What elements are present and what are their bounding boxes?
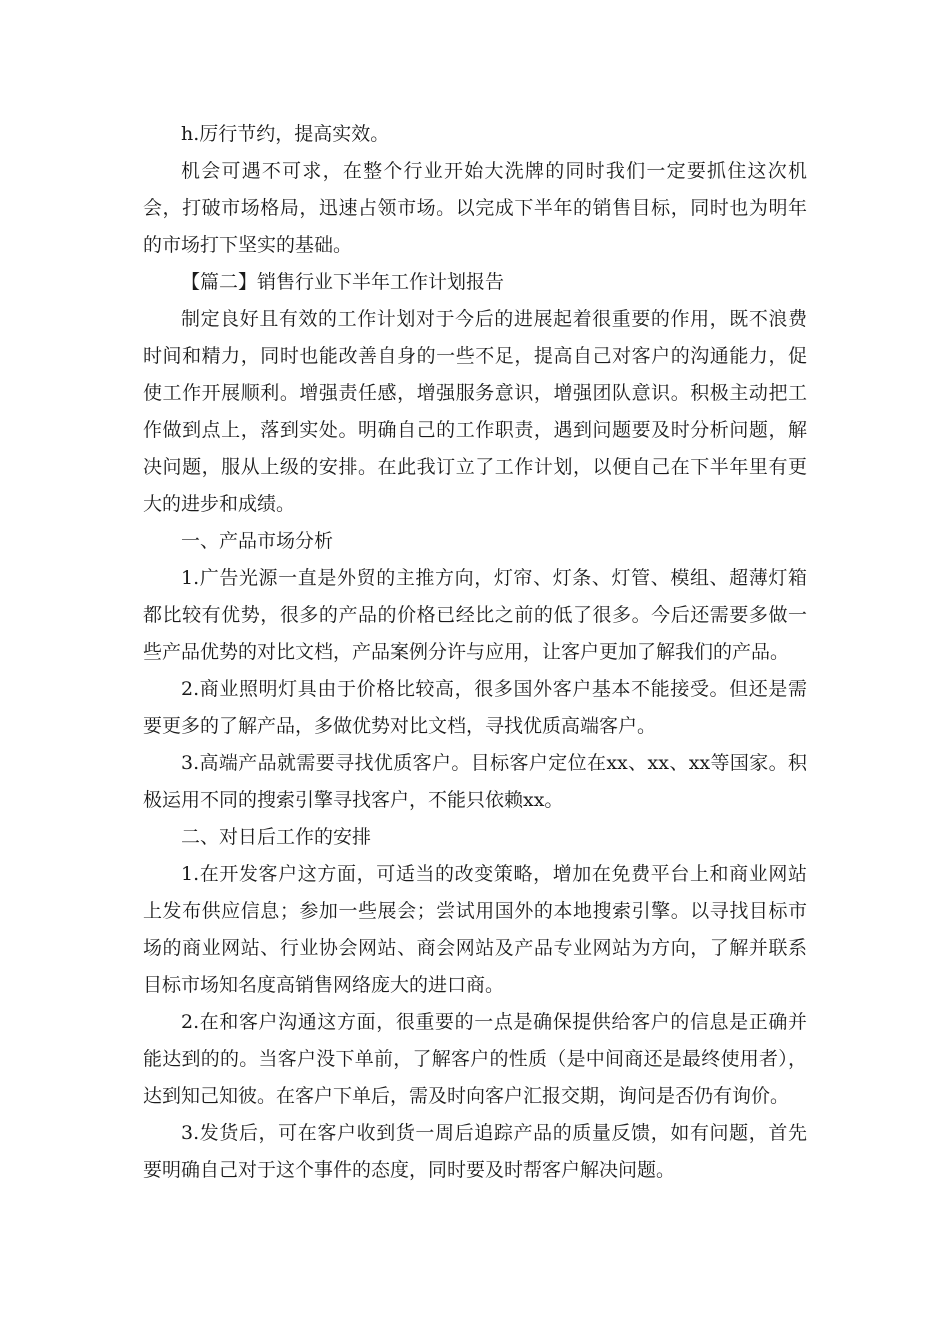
paragraph-market-3: 3.高端产品就需要寻找优质客户。目标客户定位在xx、xx、xx等国家。积极运用不同的搜索引擎寻找客户，不能只依赖xx。 [143, 752, 807, 811]
paragraph-item-h: h.厉行节约，提高实效。 [181, 123, 390, 145]
paragraph-market-1: 1.广告光源一直是外贸的主推方向，灯帘、灯条、灯管、模组、超薄灯箱都比较有优势，很多的产品的价格已经比之前的低了很多。今后还需要多做一些产品优势的对比文档，产品案例分许与应用，让客户更加了解我们的产品。 [143, 567, 807, 663]
paragraph-arrangement-2: 2.在和客户沟通这方面，很重要的一点是确保提供给客户的信息是正确并能达到的的。当客户没下单前，了解客户的性质（是中间商还是最终使用者），达到知己知彼。在客户下单后，需及时向客户汇报交期，询问是否仍有询价。 [143, 1011, 807, 1107]
paragraph-plan-intro: 制定良好且有效的工作计划对于今后的进展起着很重要的作用，既不浪费时间和精力，同时也能改善自身的一些不足，提高自己对客户的沟通能力，促使工作开展顺利。增强责任感，增强服务意识，增强团队意识。积极主动把工作做到点上，落到实处。明确自己的工作职责，遇到问题要及时分析问题，解决问题，服从上级的安排。在此我订立了工作计划，以便自己在下半年里有更大的进步和成绩。 [143, 308, 807, 515]
document-body [143, 116, 807, 1189]
paragraph-market-2: 2.商业照明灯具由于价格比较高，很多国外客户基本不能接受。但还是需要更多的了解产品，多做优势对比文档，寻找优质高端客户。 [143, 678, 807, 737]
paragraph-arrangement-1: 1.在开发客户这方面，可适当的改变策略，增加在免费平台上和商业网站上发布供应信息；参加一些展会；尝试用国外的本地搜索引擎。以寻找目标市场的商业网站、行业协会网站、商会网站及产品专业网站为方向，了解并联系目标市场知名度高销售网络庞大的进口商。 [143, 863, 807, 996]
paragraph-arrangement-3: 3.发货后，可在客户收到货一周后追踪产品的质量反馈，如有问题，首先要明确自己对于这个事件的态度，同时要及时帮客户解决问题。 [143, 1122, 807, 1181]
paragraph-opportunity: 机会可遇不可求，在整个行业开始大洗牌的同时我们一定要抓住这次机会，打破市场格局，迅速占领市场。以完成下半年的销售目标，同时也为明年的市场打下坚实的基础。 [143, 160, 807, 256]
heading-work-arrangement: 二、对日后工作的安排 [181, 826, 372, 848]
heading-market-analysis: 一、产品市场分析 [181, 530, 334, 552]
section-title-part-two: 【篇二】销售行业下半年工作计划报告 [181, 271, 505, 293]
